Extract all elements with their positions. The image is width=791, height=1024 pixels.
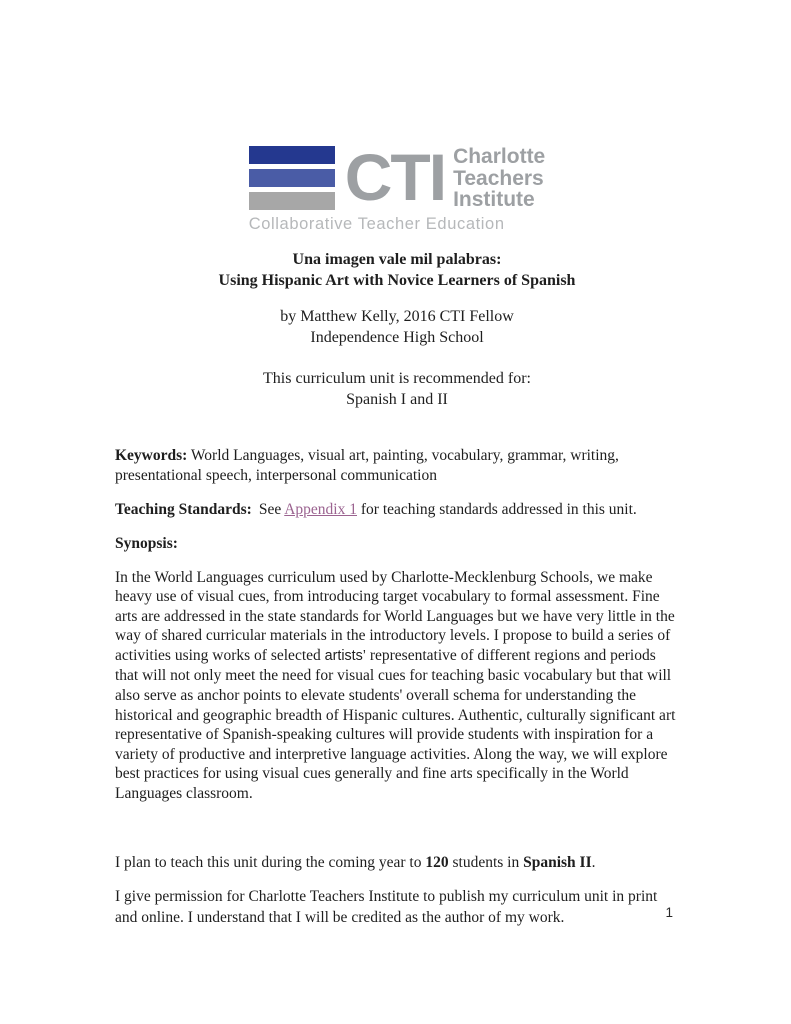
teaching-standards-post: for teaching standards addressed in this unit. — [357, 500, 637, 518]
synopsis-text-post: representative of different regions and periods that will not only meet the need for visual cues for teaching basic vocabulary but that will also serve as anchor points to elevate students' overall schema for understanding the historical and geographic breadth of Hispanic cultures. Authentic, culturally significant art representative of Spanish-speaking cultures will provide students with inspiration for a variety of productive and interpretive language activities. Along the way, we will explore best practices for using visual cues generally and fine arts specifically in the World Languages classroom. — [115, 646, 676, 803]
synopsis-heading — [115, 534, 679, 555]
keywords-text: World Languages, visual art, painting, vocabulary, grammar, writing, presentational speech, interpersonal communication — [115, 446, 619, 484]
appendix-1-link[interactable]: Appendix 1 — [284, 500, 357, 518]
keywords-label: Keywords: — [115, 446, 188, 464]
synopsis-body — [115, 568, 679, 804]
logo-org-name-line3: Institute — [453, 188, 535, 211]
plan-course-name: Spanish II — [523, 853, 592, 871]
synopsis-text-pre: In the World Languages curriculum used by Charlotte-Mecklenburg Schools, we make heavy use of visual cues, from introducing target vocabulary to formal assessment. Fine arts are addressed in the state standards for World Languages but we have very little in the way of shared curricular materials in the introductory levels. I propose to build a series of activities using works of selected — [115, 568, 675, 664]
title-line2: Using Hispanic Art with Novice Learners of Spanish — [218, 271, 576, 289]
byline — [115, 306, 679, 348]
teaching-standards-paragraph — [115, 500, 679, 521]
recommendation — [115, 368, 679, 410]
teaching-standards-label: Teaching Standards: — [115, 500, 252, 518]
plan-text-end: . — [591, 853, 596, 871]
logo-bar-bottom — [249, 192, 335, 210]
plan-text-pre: I plan to teach this unit during the coming year to — [115, 853, 426, 871]
logo-org-name — [453, 146, 545, 211]
logo-bars-icon — [249, 146, 335, 210]
cti-logo-row — [249, 140, 546, 214]
logo-bar-middle — [249, 169, 335, 187]
recommendation-line2: Spanish I and II — [346, 390, 448, 408]
permission-paragraph: I give permission for Charlotte Teachers Institute to publish my curriculum unit in print and online. I understand that I will be credited as the author of my work. — [115, 888, 658, 926]
logo-org-name-line1: Charlotte — [453, 145, 546, 168]
logo-tagline: Collaborative Teacher Education — [248, 214, 505, 233]
byline-school: Independence High School — [310, 328, 484, 346]
document-title — [115, 249, 679, 291]
teaching-plan-paragraph — [115, 853, 679, 874]
logo-org-name-line2: Teachers — [453, 166, 544, 190]
title-line1: Una imagen vale mil palabras: — [292, 250, 502, 268]
cti-logo — [248, 140, 546, 234]
byline-author: by Matthew Kelly, 2016 CTI Fellow — [280, 307, 514, 325]
recommendation-line1: This curriculum unit is recommended for: — [263, 369, 531, 387]
document-content — [115, 0, 679, 928]
page-number: 1 — [665, 905, 673, 920]
keywords-paragraph — [115, 446, 679, 487]
plan-student-count: 120 — [425, 853, 449, 871]
logo-acronym: CTI — [344, 140, 446, 214]
teaching-standards-pre: See — [258, 500, 285, 518]
plan-text-mid: students in — [448, 853, 524, 871]
synopsis-artists-token: artists’ — [324, 647, 366, 664]
logo-bar-top — [249, 146, 335, 164]
synopsis-heading-label: Synopsis: — [115, 535, 178, 552]
